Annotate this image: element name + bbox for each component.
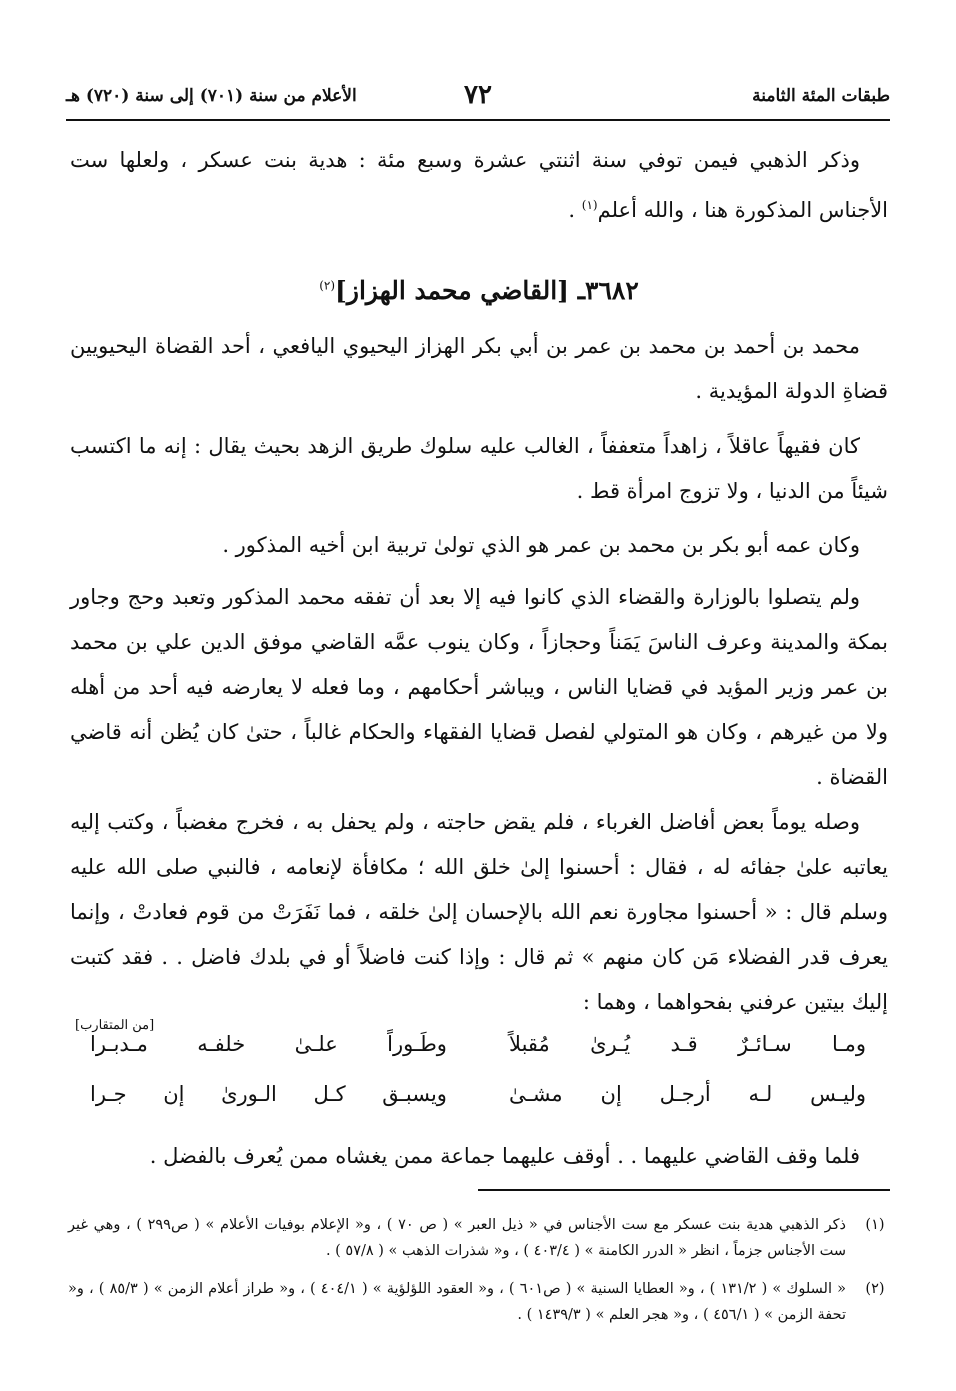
footnote-text: ذكر الذهبي هدية بنت عسكر مع ست الأجناس في « ذيل العبر » ( ص ٧٠ ) ، و« الإعلام بوفيات الأعلام » ( ص٢٩٩ ) ، وهي غير ست الأجناس جزماً ، انظر « الدرر الكامنة » ( ٤٠٣/٤ ) ، و« شذرات الذهب » ( ٥٧/٨ ) . bbox=[68, 1217, 847, 1259]
intro-paragraph bbox=[70, 138, 888, 233]
footnote-ref-2[interactable]: (٢) bbox=[319, 278, 336, 293]
footnote-2 bbox=[68, 1276, 890, 1328]
verse-line bbox=[90, 1082, 866, 1122]
paragraph-anecdote: وصله يوماً بعض أفاضل الغرباء ، فلم يقض حاجته ، ولم يحفل به ، فخرج مغضباً ، وكتب إليه يعاتبه علىٰ جفائه له ، فقال : أحسنوا إلىٰ خلق الله ؛ مكافأة لإنعامه ، فالنبي صلى الله عليه وسلم قال : « أحسنوا مجاورة نعم الله بالإحسان إلىٰ خلقه ، فما نَفَرَتْ من قوم فعادتْ ، وإنما يعرف قدر الفضلاء مَن كان منهم » ثم قال : وإذا كنت فاضلاً أو في بلدك فاضل . . فقد كتبت إليك بيتين عرفني بفحواهما ، وهما : bbox=[70, 810, 888, 1014]
paragraph-lineage: محمد بن أحمد بن محمد بن عمر بن أبي بكر الهزاز اليحيوي اليافعي ، أحد القضاة اليحيويين قضاةِ الدولة المؤيدية . bbox=[70, 334, 888, 403]
verse-second-hemistich: وطَـوراً علـىٰ خلفـه مـدبـرا bbox=[90, 1032, 447, 1056]
paragraph-closing: فلما وقف القاضي عليهما . . أوقف عليهما جماعة ممن يغشاه ممن يُعرف بالفضل . bbox=[149, 1144, 860, 1168]
intro-end: . bbox=[568, 198, 582, 222]
verse-line bbox=[90, 1032, 866, 1072]
poetic-meter-label: [من المتقارب] bbox=[75, 1018, 155, 1033]
years-range-title: الأعلام من سنة (٧٠١) إلى سنة (٧٢٠) هـ bbox=[66, 86, 357, 106]
verse-second-hemistich: ويسبـق كـل الـورىٰ إن جـرا bbox=[90, 1082, 447, 1106]
paragraph-description: كان فقيهاً عاقلاً ، زاهداً متعففاً ، الغالب عليه سلوك طريق الزهد بحيث يقال : إنه ما اكتسب شيئاً من الدنيا ، ولا تزوج امرأة قط . bbox=[70, 434, 888, 503]
verse-first-hemistich: وليـس لـه أرجـل إن مشـىٰ bbox=[509, 1082, 866, 1106]
footnote-1 bbox=[68, 1212, 890, 1264]
footnote-number: (٢) bbox=[865, 1281, 885, 1297]
running-header bbox=[66, 80, 890, 114]
paragraph-uncle: وكان عمه أبو بكر بن محمد بن عمر هو الذي تولىٰ تربية ابن أخيه المذكور . bbox=[222, 533, 860, 557]
verse-first-hemistich: ومـا سـائـرٌ قـد يُـرىٰ مُقبلاً bbox=[509, 1032, 866, 1056]
book-section-title: طبقات المئة الثامنة bbox=[752, 86, 890, 106]
footnote-ref-1[interactable]: (١) bbox=[581, 198, 598, 212]
footnote-number: (١) bbox=[865, 1217, 885, 1233]
footnote-separator bbox=[478, 1189, 890, 1191]
intro-text: وذكر الذهبي فيمن توفي سنة اثنتي عشرة وسبع مئة : هدية بنت عسكر ، ولعلها ست الأجناس المذكورة هنا ، والله أعلم bbox=[70, 148, 888, 222]
entry-title-text: ٣٦٨٢ـ [القاضي محمد الهزاز] bbox=[335, 276, 639, 305]
entry-heading bbox=[70, 276, 888, 305]
footnote-text: « السلوك » ( ١٣١/٢ ) ، و« العطايا السنية » ( ص٦٠١ ) ، و« العقود اللؤلؤية » ( ٤٠٤/١ ) ، و« طراز أعلام الزمن » ( ٨٥/٣ ) ، و« تحفة الزمن » ( ٤٥٦/١ ) ، و« هجر العلم » ( ١٤٣٩/٣ ) . bbox=[68, 1281, 846, 1323]
header-rule bbox=[66, 119, 890, 121]
paragraph-career: ولم يتصلوا بالوزارة والقضاء الذي كانوا فيه إلا بعد أن تفقه محمد المذكور وتعبد وحج وجاور بمكة والمدينة وعرف الناسَ يَمَناً وحجازاً ، وكان ينوب عمَّه القاضي موفق الدين علي بن محمد بن عمر وزير المؤيد في قضايا الناس ، ويباشر أحكامهم ، وما فعله لا يعارضه فيه أحد من أهله ولا من غيرهم ، وكان هو المتولي لفصل قضايا الفقهاء والحكام غالباً ، حتىٰ كان يُظن أنه قاضي القضاة . bbox=[70, 585, 888, 789]
page-number: ٧٢ bbox=[464, 80, 492, 110]
